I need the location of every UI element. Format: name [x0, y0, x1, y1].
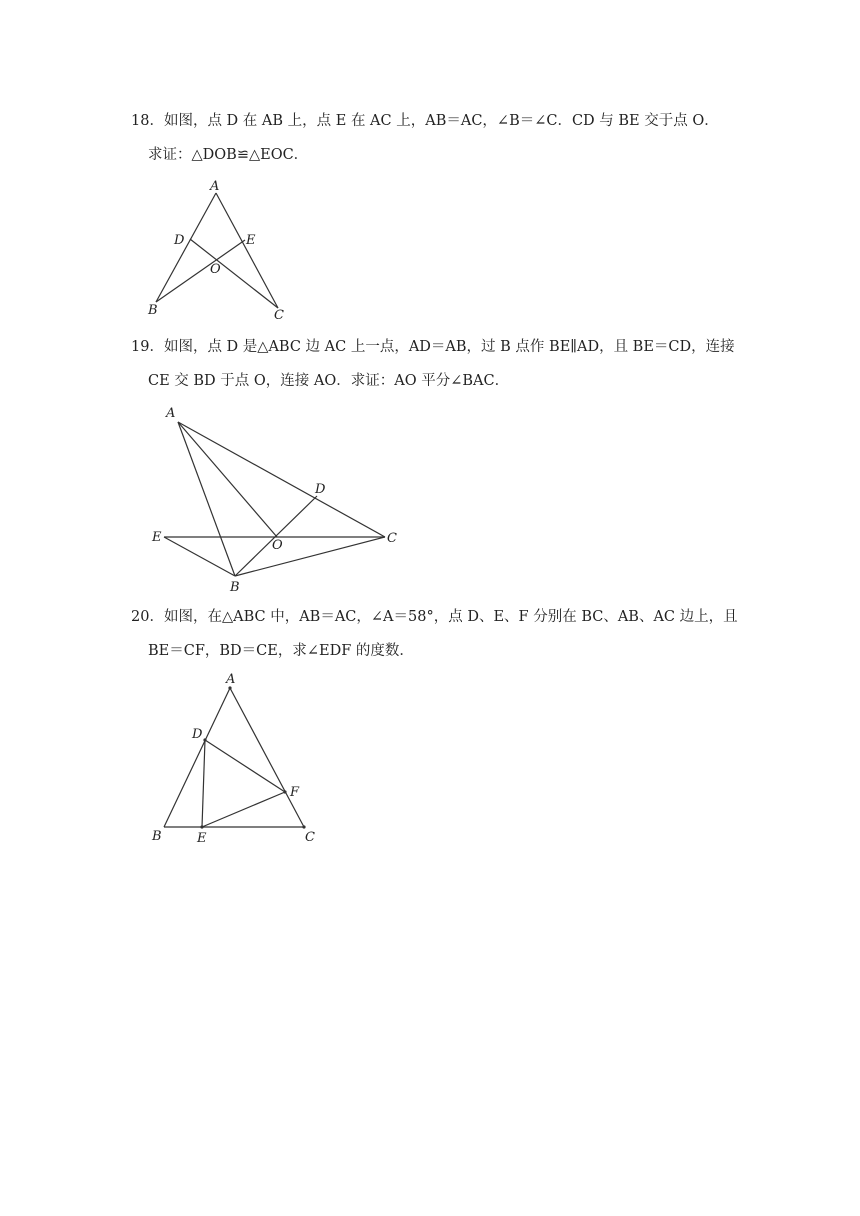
segment-df: [205, 740, 285, 792]
segment-ef: [202, 792, 285, 827]
label-b: B: [230, 580, 240, 595]
problem-18-line-1: 18．如图，点 D 在 AB 上，点 E 在 AC 上，AB＝AC，∠B＝∠C．CD 与 BE 交于点 O．: [131, 113, 719, 129]
problem-20-line-1: 20．如图，在△ABC 中，AB＝AC，∠A＝58°，点 D、E、F 分别在 BC、AB、AC 边上，且: [131, 609, 738, 625]
label-c: C: [387, 531, 397, 546]
problem-18-line-2: 求证：△DOB≌△EOC．: [148, 147, 309, 163]
problem-19-line-2: CE 交 BD 于点 O，连接 AO．求证：AO 平分∠BAC．: [148, 373, 510, 389]
label-e: E: [152, 530, 162, 545]
segment-ab: [164, 688, 230, 827]
segment-ac: [216, 193, 278, 308]
label-o: O: [210, 262, 221, 277]
problem-19-diagram: [150, 400, 410, 595]
point-e: [200, 825, 203, 828]
problem-19-line-1: 19．如图，点 D 是△ABC 边 AC 上一点，AD＝AB，过 B 点作 BE∥AD，且 BE＝CD，连接: [131, 339, 735, 355]
point-f: [283, 790, 286, 793]
label-a: A: [210, 179, 220, 194]
point-c: [302, 825, 305, 828]
label-b: B: [152, 829, 162, 844]
label-c: C: [274, 308, 284, 323]
segment-ab: [178, 422, 235, 576]
problem-20-line-2: BE＝CF，BD＝CE，求∠EDF 的度数．: [148, 643, 414, 659]
segment-ab: [156, 193, 216, 302]
label-a: A: [166, 406, 176, 421]
label-d: D: [315, 482, 326, 497]
problem-20-diagram: [145, 670, 325, 850]
segment-bc: [235, 537, 385, 576]
segment-eb: [164, 537, 235, 576]
segment-bd: [235, 496, 317, 576]
label-e: E: [197, 831, 207, 846]
segment-dc: [190, 239, 278, 308]
label-e: E: [246, 233, 256, 248]
segment-de: [202, 740, 205, 827]
label-d: D: [192, 727, 203, 742]
label-a: A: [226, 672, 236, 687]
segment-ao: [178, 422, 277, 537]
label-b: B: [148, 303, 158, 318]
segment-ac: [178, 422, 385, 537]
label-d: D: [174, 233, 185, 248]
label-c: C: [305, 830, 315, 845]
problem-18-diagram: [140, 175, 300, 325]
label-o: O: [272, 538, 283, 553]
point-d: [203, 738, 206, 741]
label-f: F: [290, 785, 300, 800]
segment-ac: [230, 688, 304, 827]
